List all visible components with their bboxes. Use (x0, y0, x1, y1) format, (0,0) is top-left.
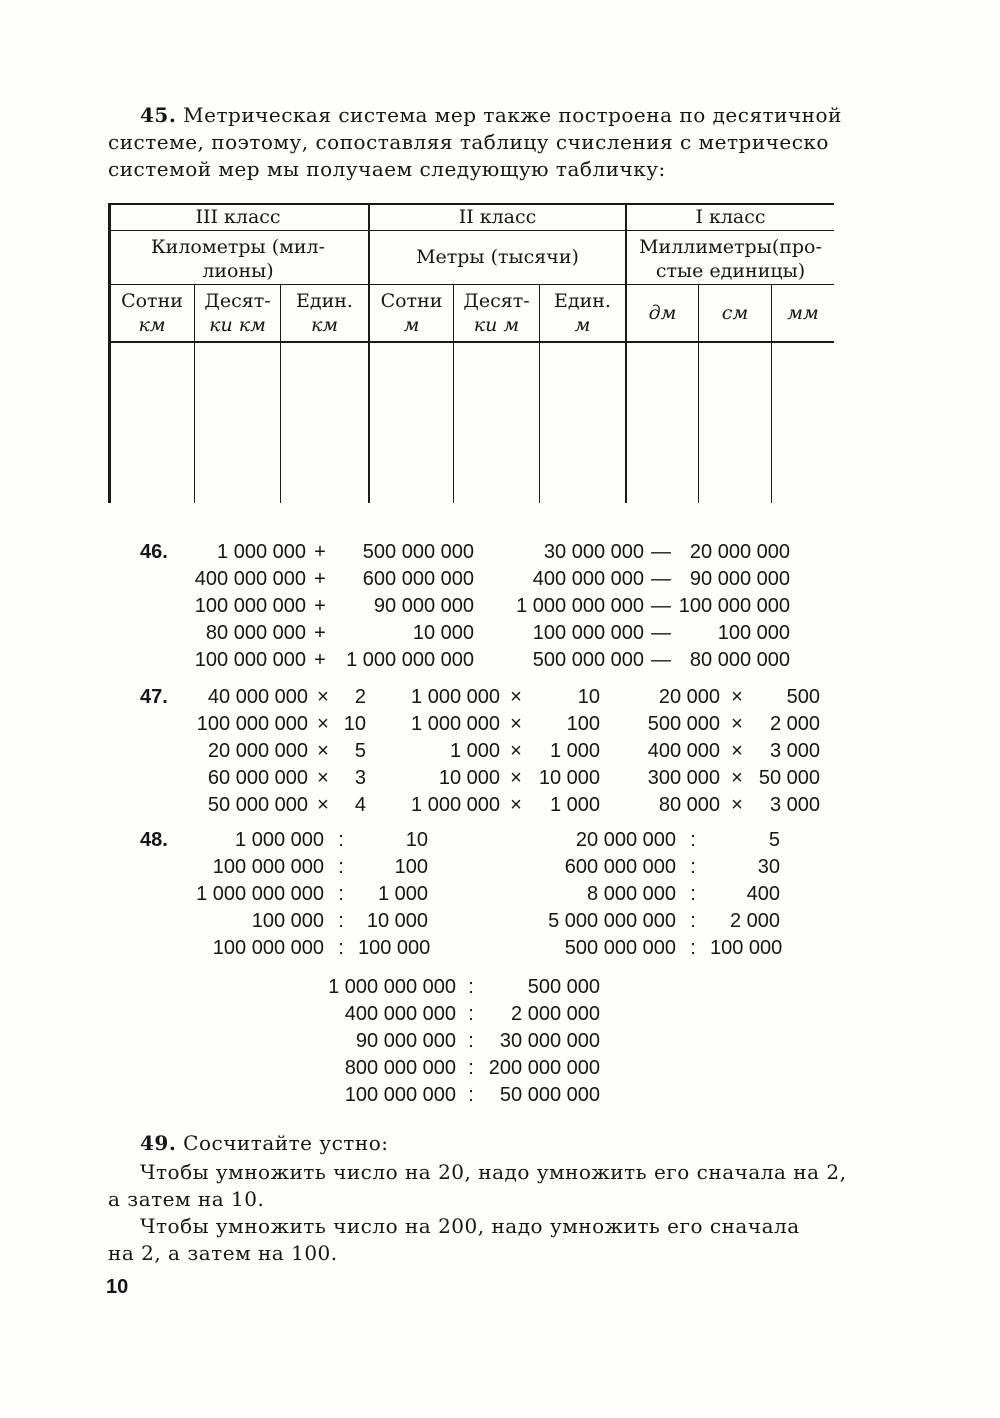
operand-a: 100 000 000 (194, 649, 306, 671)
col-title: Десят- (204, 290, 271, 312)
operator: + (314, 622, 326, 644)
col-unit: км (310, 314, 339, 336)
operator: × (731, 713, 743, 735)
col-unit: мм (787, 302, 819, 324)
operator: : (468, 1003, 474, 1025)
operand-a: 600 000 000 (564, 856, 676, 878)
operand-a: 8 000 000 (587, 883, 676, 905)
p49-number: 49. (140, 1131, 177, 1155)
operand-b: 200 000 000 (488, 1057, 600, 1079)
table-rule-1 (108, 230, 834, 231)
operator: : (468, 1030, 474, 1052)
operator: × (510, 767, 522, 789)
operator: + (314, 595, 326, 617)
p49-line4: на 2, а затем на 100. (108, 1241, 338, 1265)
operator: × (731, 767, 743, 789)
group-meters (370, 245, 625, 269)
col-unit: ки м (473, 314, 520, 336)
page-number: 10 (106, 1276, 129, 1298)
p49-title-line (140, 1131, 388, 1155)
table-rule-3 (108, 341, 834, 343)
operand-a: 40 000 000 (207, 686, 308, 708)
operand-b: 90 000 000 (689, 568, 790, 590)
operand-b: 3 000 (769, 740, 820, 762)
col-header (195, 289, 280, 337)
col-unit: ки км (209, 314, 266, 336)
operator: : (690, 856, 696, 878)
operator: — (651, 649, 671, 671)
operand-a: 500 000 000 (564, 937, 676, 959)
class-1-header: I класс (695, 206, 766, 228)
operand-a: 20 000 000 (575, 829, 676, 851)
operator: — (651, 595, 671, 617)
col-unit: м (574, 314, 591, 336)
operator: : (690, 937, 696, 959)
operand-b: 50 000 000 (499, 1084, 600, 1106)
operand-a: 500 000 000 (532, 649, 644, 671)
operator: : (338, 883, 344, 905)
operand-b: 5 (768, 829, 780, 851)
operand-b: 80 000 000 (689, 649, 790, 671)
operand-a: 1 000 000 (411, 794, 500, 816)
operator: : (468, 1084, 474, 1106)
operand-b: 100 (394, 856, 428, 878)
operand-b: 500 (786, 686, 820, 708)
ex48-number: 48. (140, 829, 168, 851)
operand-a: 300 000 (647, 767, 720, 789)
operand-b: 90 000 000 (373, 595, 474, 617)
operand-a: 400 000 000 (532, 568, 644, 590)
operand-b: 50 000 (758, 767, 820, 789)
operand-b: 2 000 (729, 910, 780, 932)
operand-b: 1 000 (377, 883, 428, 905)
p45-line3: системой мер мы получаем следующую табличку: (108, 157, 666, 181)
operand-b: 10 000 (412, 622, 474, 644)
col-title: Един. (554, 290, 611, 312)
operand-a: 1 000 000 000 (516, 595, 644, 617)
group-millimeters-l2: стые единицы) (655, 260, 806, 282)
operand-a: 400 000 (647, 740, 720, 762)
operator: × (510, 713, 522, 735)
col-unit: м (403, 314, 420, 336)
p45-text-1: Метрическая система мер также построена по десятичной (183, 103, 842, 127)
col-title: Десят- (463, 290, 530, 312)
operand-a: 20 000 000 (207, 740, 308, 762)
group-kilometers-l1: Километры (мил- (150, 236, 326, 258)
operand-b: 30 000 000 (499, 1030, 600, 1052)
operand-b: 1 000 (549, 740, 600, 762)
operator: × (317, 740, 329, 762)
col-header (281, 289, 368, 337)
metric-table (108, 203, 834, 503)
group-meters-l1: Метры (тысячи) (416, 246, 579, 268)
operand-a: 400 000 000 (344, 1003, 456, 1025)
operand-a: 5 000 000 000 (548, 910, 676, 932)
operator: + (314, 568, 326, 590)
operator: × (317, 794, 329, 816)
operand-a: 1 000 000 000 (328, 976, 456, 998)
operator: : (338, 937, 344, 959)
group-kilometers (108, 235, 368, 283)
operator: × (510, 686, 522, 708)
operand-b: 400 (746, 883, 780, 905)
col-header (627, 301, 698, 325)
operator: : (690, 883, 696, 905)
p49-line3: Чтобы умножить число на 200, надо умножить его сначала (140, 1214, 800, 1238)
operator: : (468, 1057, 474, 1079)
operator: : (690, 829, 696, 851)
operand-b: 600 000 000 (362, 568, 474, 590)
operator: — (651, 622, 671, 644)
operand-a: 100 000 000 (196, 713, 308, 735)
operator: : (338, 856, 344, 878)
operand-a: 1 000 000 000 (196, 883, 324, 905)
col-header (370, 289, 453, 337)
operator: × (317, 686, 329, 708)
class-3-header: III класс (195, 206, 281, 228)
operand-b: 3 000 (769, 794, 820, 816)
operand-a: 30 000 000 (543, 541, 644, 563)
operand-a: 10 000 (438, 767, 500, 789)
operand-b: 4 (354, 794, 366, 816)
operand-a: 100 000 000 (344, 1084, 456, 1106)
operand-a: 100 000 000 (212, 937, 324, 959)
operand-a: 60 000 000 (207, 767, 308, 789)
operand-b: 10 000 (366, 910, 428, 932)
operand-b: 20 000 000 (689, 541, 790, 563)
col-header (772, 301, 834, 325)
operator: × (317, 713, 329, 735)
p45-line1 (140, 103, 842, 127)
operator: × (510, 794, 522, 816)
col-unit: км (138, 314, 166, 336)
operand-b: 100 000 000 (678, 595, 790, 617)
operand-b: 500 000 (527, 976, 600, 998)
operand-b: 2 000 000 (511, 1003, 600, 1025)
operator: × (731, 686, 743, 708)
col-unit: дм (648, 302, 677, 324)
operand-b: 10 (405, 829, 428, 851)
operand-b: 1 000 000 000 (346, 649, 474, 671)
operand-a: 90 000 000 (355, 1030, 456, 1052)
operand-a: 80 000 (658, 794, 720, 816)
operator: × (731, 794, 743, 816)
operand-a: 800 000 000 (344, 1057, 456, 1079)
operand-b: 10 000 (538, 767, 600, 789)
table-rule-2 (108, 284, 834, 285)
operand-b: 10 (343, 713, 366, 735)
col-header (454, 289, 539, 337)
col-unit: см (721, 302, 749, 324)
p49-line2: а затем на 10. (108, 1187, 265, 1211)
class-2-header: II класс (458, 206, 537, 228)
operand-a: 1 000 000 (411, 713, 500, 735)
group-millimeters (627, 235, 834, 283)
ex46-number: 46. (140, 541, 168, 563)
operator: — (651, 568, 671, 590)
operand-a: 1 000 (449, 740, 500, 762)
operand-a: 400 000 000 (194, 568, 306, 590)
operator: + (314, 541, 326, 563)
operand-b: 3 (354, 767, 366, 789)
operand-b: 100 000 (358, 937, 431, 959)
operand-a: 100 000 000 (194, 595, 306, 617)
operand-b: 1 000 (549, 794, 600, 816)
p49-title: Сосчитайте устно: (183, 1131, 389, 1155)
col-header (699, 301, 771, 325)
operand-b: 500 000 000 (362, 541, 474, 563)
operand-a: 100 000 000 (212, 856, 324, 878)
operator: : (468, 976, 474, 998)
p45-line2: системе, поэтому, сопоставляя таблицу счисления с метрическо (108, 130, 829, 154)
operand-a: 80 000 000 (205, 622, 306, 644)
p49-line1: Чтобы умножить число на 20, надо умножить его сначала на 2, (140, 1160, 847, 1184)
group-kilometers-l2: лионы) (202, 260, 274, 282)
operator: + (314, 649, 326, 671)
operator: × (317, 767, 329, 789)
group-millimeters-l1: Миллиметры(про- (639, 236, 822, 258)
operand-a: 100 000 000 (532, 622, 644, 644)
operand-a: 1 000 000 (235, 829, 324, 851)
operand-b: 100 000 (710, 937, 783, 959)
operand-a: 20 000 (658, 686, 720, 708)
operand-b: 2 000 (769, 713, 820, 735)
operand-b: 10 (577, 686, 600, 708)
operator: × (731, 740, 743, 762)
operand-b: 30 (757, 856, 780, 878)
col-title: Един. (296, 290, 353, 312)
operator: : (338, 829, 344, 851)
col-title: Сотни (380, 290, 443, 312)
col-header (110, 289, 194, 337)
operator: × (510, 740, 522, 762)
ex47-number: 47. (140, 686, 168, 708)
operator: : (338, 910, 344, 932)
operator: — (651, 541, 671, 563)
operand-a: 500 000 (647, 713, 720, 735)
operand-a: 100 000 (251, 910, 324, 932)
operand-b: 100 000 (717, 622, 790, 644)
col-title: Сотни (121, 290, 183, 312)
col-header (540, 289, 625, 337)
operand-b: 100 (566, 713, 600, 735)
operand-b: 2 (354, 686, 366, 708)
operand-b: 5 (354, 740, 366, 762)
operator: : (690, 910, 696, 932)
operand-a: 1 000 000 (217, 541, 306, 563)
operand-a: 50 000 000 (207, 794, 308, 816)
operand-a: 1 000 000 (411, 686, 500, 708)
p45-number: 45. (140, 103, 177, 127)
